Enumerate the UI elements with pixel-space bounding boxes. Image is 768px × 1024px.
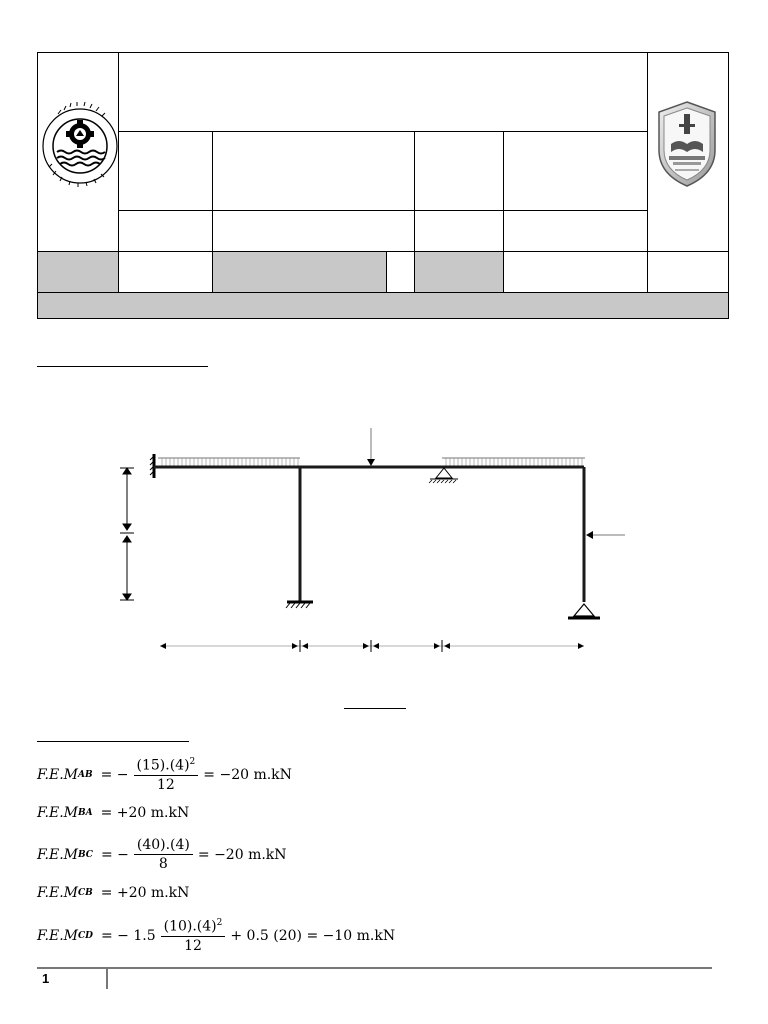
footer-divider <box>106 969 108 989</box>
header-grey-cell-3 <box>415 252 503 292</box>
page-number: 1 <box>42 971 50 986</box>
figure-caption-rule <box>344 708 406 709</box>
header-table <box>37 52 729 319</box>
footer-rule <box>37 967 712 969</box>
equation-fem-cd: F.E.M CD = − 1.5 $\frac{(10).(4)^2}{12}$ + 0.5 (20) = −10 m.kN <box>37 918 396 954</box>
section-heading-rule-2 <box>37 741 189 742</box>
section-heading-rule-1 <box>37 366 208 367</box>
equation-fem-bc: F.E.M BC = − $\frac{(40).(4)}{8}$ = −20 m.kN <box>37 837 287 872</box>
port-said-engineering-logo-icon <box>40 100 118 196</box>
header-grey-cell-1 <box>38 252 118 292</box>
frame-diagram <box>110 420 650 660</box>
equation-fem-cb: F.E.M CB = +20 m.kN <box>37 885 190 901</box>
equation-fem-ab: F.E.M AB = − $\frac{(15).(4)^2}{12}$ = −20 m.kN <box>37 757 292 793</box>
port-said-university-crest-icon <box>655 100 719 190</box>
header-grey-cell-2 <box>212 252 386 292</box>
equation-fem-ba: F.E.M BA = +20 m.kN <box>37 805 190 821</box>
header-grey-bar <box>38 293 728 318</box>
